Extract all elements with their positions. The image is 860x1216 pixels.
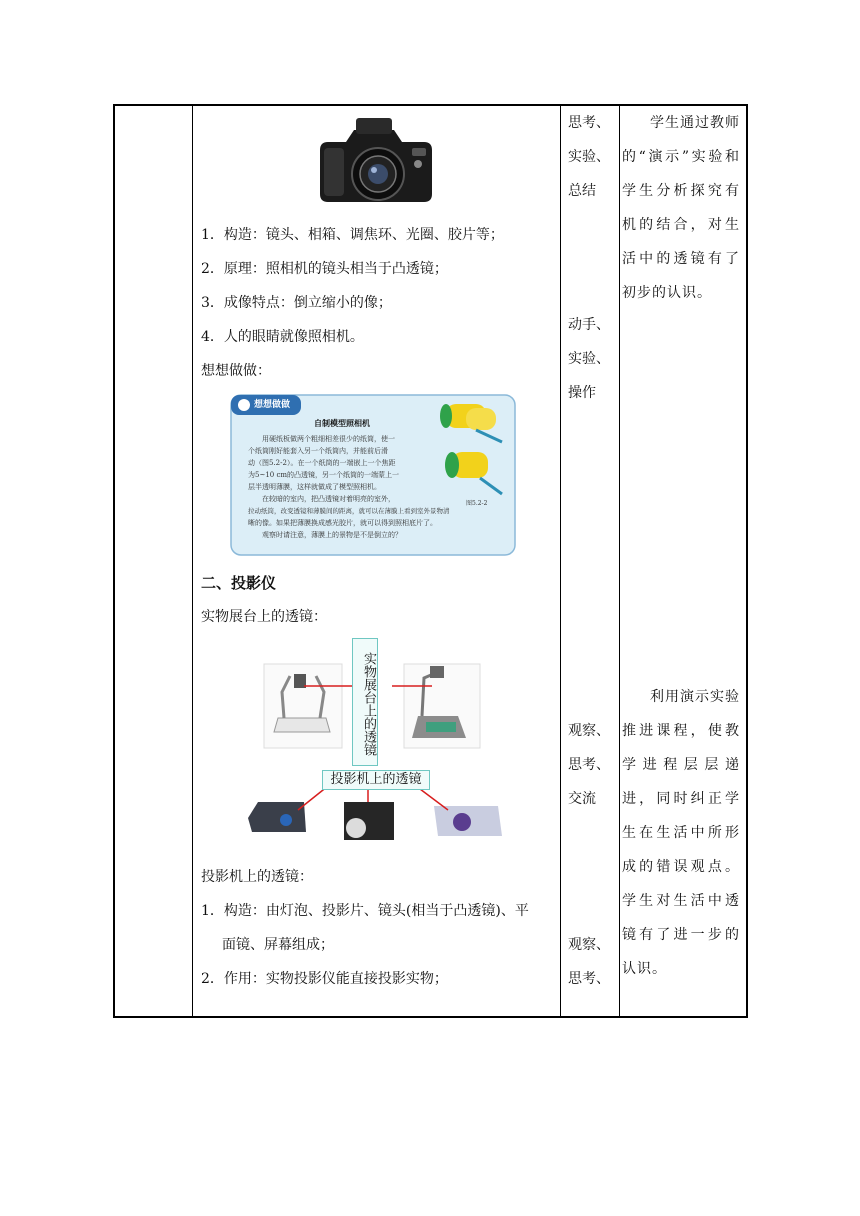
shiwu-label: 实物展台上的透镜： — [201, 609, 327, 625]
column-divider — [619, 106, 620, 1016]
figure-line: 拉动纸筒，改变透镜和薄膜间的距离，就可以在薄膜上看到室外景物清 — [248, 507, 450, 515]
diagram-horizontal-label: 投影机上的透镜 — [322, 770, 430, 790]
figure-subtitle: 自制模型照相机 — [314, 419, 370, 428]
figure-line: 层半透明薄膜，这样就做成了模型照相机。 — [248, 483, 381, 491]
camera-image — [316, 112, 436, 208]
method-text: 交流 — [568, 791, 596, 807]
textbook-figure — [230, 394, 516, 556]
column-divider — [560, 106, 561, 1016]
figure-line: 观察时请注意，薄膜上的景物是不是倒立的？ — [262, 531, 402, 539]
method-text: 思考、 — [568, 115, 610, 131]
projector-diagram — [244, 636, 512, 848]
touying-title: 投影机上的透镜： — [201, 869, 313, 885]
intent-paragraph: 学生通过教师的“演示”实验和学生分析探究有机的结合，对生活中的透镜有了初步的认识。 — [622, 115, 740, 301]
touying-item-2: 2．作用：实物投影仪能直接投影实物； — [201, 971, 448, 987]
camera-item-3: 3．成像特点：倒立缩小的像； — [201, 295, 392, 311]
touying-item-1: 1．构造：由灯泡、投影片、镜头(相当于凸透镜)、平 — [201, 903, 529, 919]
figure-line: 晰的像。如果把薄膜换成感光胶片，就可以得到照相底片了。 — [248, 519, 437, 527]
camera-item-1: 1．构造：镜头、相箱、调焦环、光圈、胶片等； — [201, 227, 504, 243]
column-divider — [192, 106, 193, 1016]
method-text: 思考、 — [568, 757, 610, 773]
figure-label: 图5.2-2 — [466, 500, 488, 507]
camera-item-4: 4．人的眼睛就像照相机。 — [201, 329, 364, 345]
figure-line: 在较暗的室内，把凸透镜对着明亮的室外， — [262, 495, 395, 503]
figure-line: 用硬纸板做两个粗细相差很少的纸筒，使一 — [262, 435, 395, 443]
method-text: 实验、 — [568, 351, 610, 367]
section-heading: 二、投影仪 — [201, 574, 277, 592]
figure-line: 为5~10 cm的凸透镜，另一个纸筒的一端蒙上一 — [248, 471, 400, 479]
figure-line: 个纸筒刚好能套入另一个纸筒内，并能前后滑 — [248, 447, 388, 455]
method-text: 动手、 — [568, 317, 610, 333]
diagram-vertical-label: 实物展台上的透镜 — [352, 638, 378, 766]
method-text: 思考、 — [568, 971, 610, 987]
camera-item-2: 2．原理：照相机的镜头相当于凸透镜； — [201, 261, 448, 277]
intent-paragraph: 利用演示实验推进课程，使教学进程层层递进，同时纠正学生在生活中所形成的错误观点。学生对生活中透镜有了进一步的认识。 — [622, 689, 740, 977]
touying-item-1-cont: 面镜、屏幕组成； — [222, 937, 334, 953]
method-text: 观察、 — [568, 937, 610, 953]
method-text: 总结 — [568, 183, 596, 199]
xiangxiang-label: 想想做做： — [201, 363, 271, 379]
method-text: 实验、 — [568, 149, 610, 165]
method-text: 操作 — [568, 385, 596, 401]
figure-header: 想想做做 — [254, 400, 291, 410]
method-text: 观察、 — [568, 723, 610, 739]
figure-line: 动（图5.2-2）。在一个纸筒的一端嵌上一个焦距 — [248, 459, 396, 467]
